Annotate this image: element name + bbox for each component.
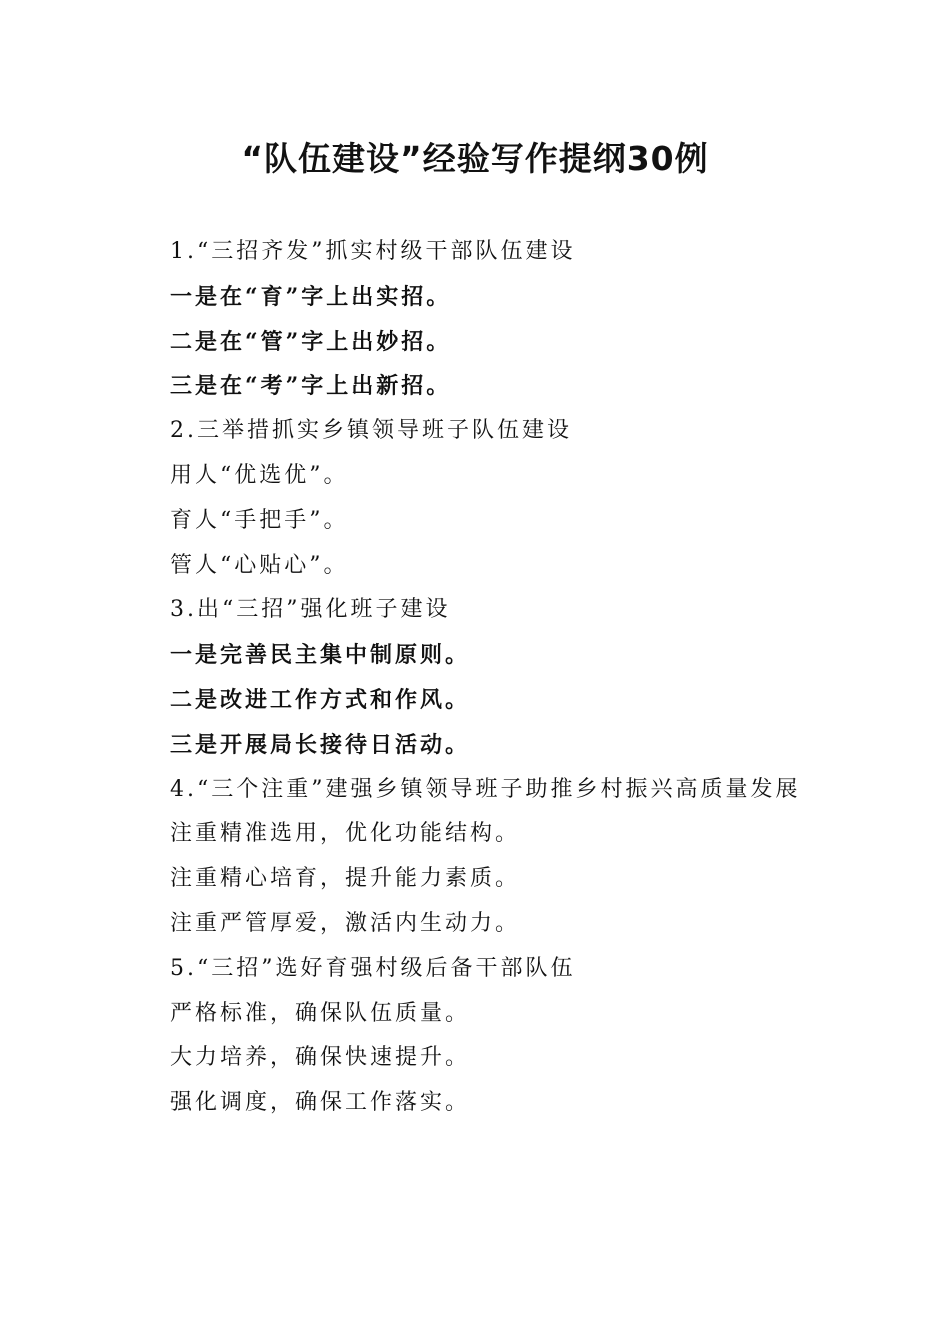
section-heading: 5.“三招”选好育强村级后备干部队伍: [170, 955, 576, 981]
body-line: 强化调度，确保工作落实。: [170, 1090, 471, 1116]
body-line: 二是改进工作方式和作风。: [170, 686, 471, 713]
body-line: 注重精准选用，优化功能结构。: [170, 821, 521, 847]
section-heading: 2.三举措抓实乡镇领导班子队伍建设: [170, 418, 572, 444]
body-line: 三是开展局长接待日活动。: [170, 731, 471, 758]
body-line: 注重严管厚爱，激活内生动力。: [170, 910, 521, 936]
section-heading: 1.“三招齐发”抓实村级干部队伍建设: [170, 239, 576, 264]
body-line: 严格标准，确保队伍质量。: [170, 1000, 471, 1026]
section-heading: 3.出“三招”强化班子建设: [170, 597, 451, 623]
body-line: 用人“优选优”。: [170, 462, 349, 488]
document-title: “队伍建设”经验写作提纲30例: [241, 139, 709, 178]
body-line: 管人“心贴心”。: [170, 552, 349, 578]
body-line: 一是完善民主集中制原则。: [170, 642, 471, 669]
body-line: 三是在“考”字上出新招。: [170, 373, 452, 400]
body-line: 育人“手把手”。: [170, 507, 349, 533]
body-line: 大力培养，确保快速提升。: [170, 1045, 471, 1071]
body-line: 一是在“育”字上出实招。: [170, 283, 452, 310]
document-body: [120, 230, 832, 1126]
body-line: 二是在“管”字上出妙招。: [170, 328, 452, 355]
section-heading: 4.“三个注重”建强乡镇领导班子助推乡村振兴高质量发展: [170, 776, 801, 802]
body-line: 注重精心培育，提升能力素质。: [170, 866, 521, 892]
